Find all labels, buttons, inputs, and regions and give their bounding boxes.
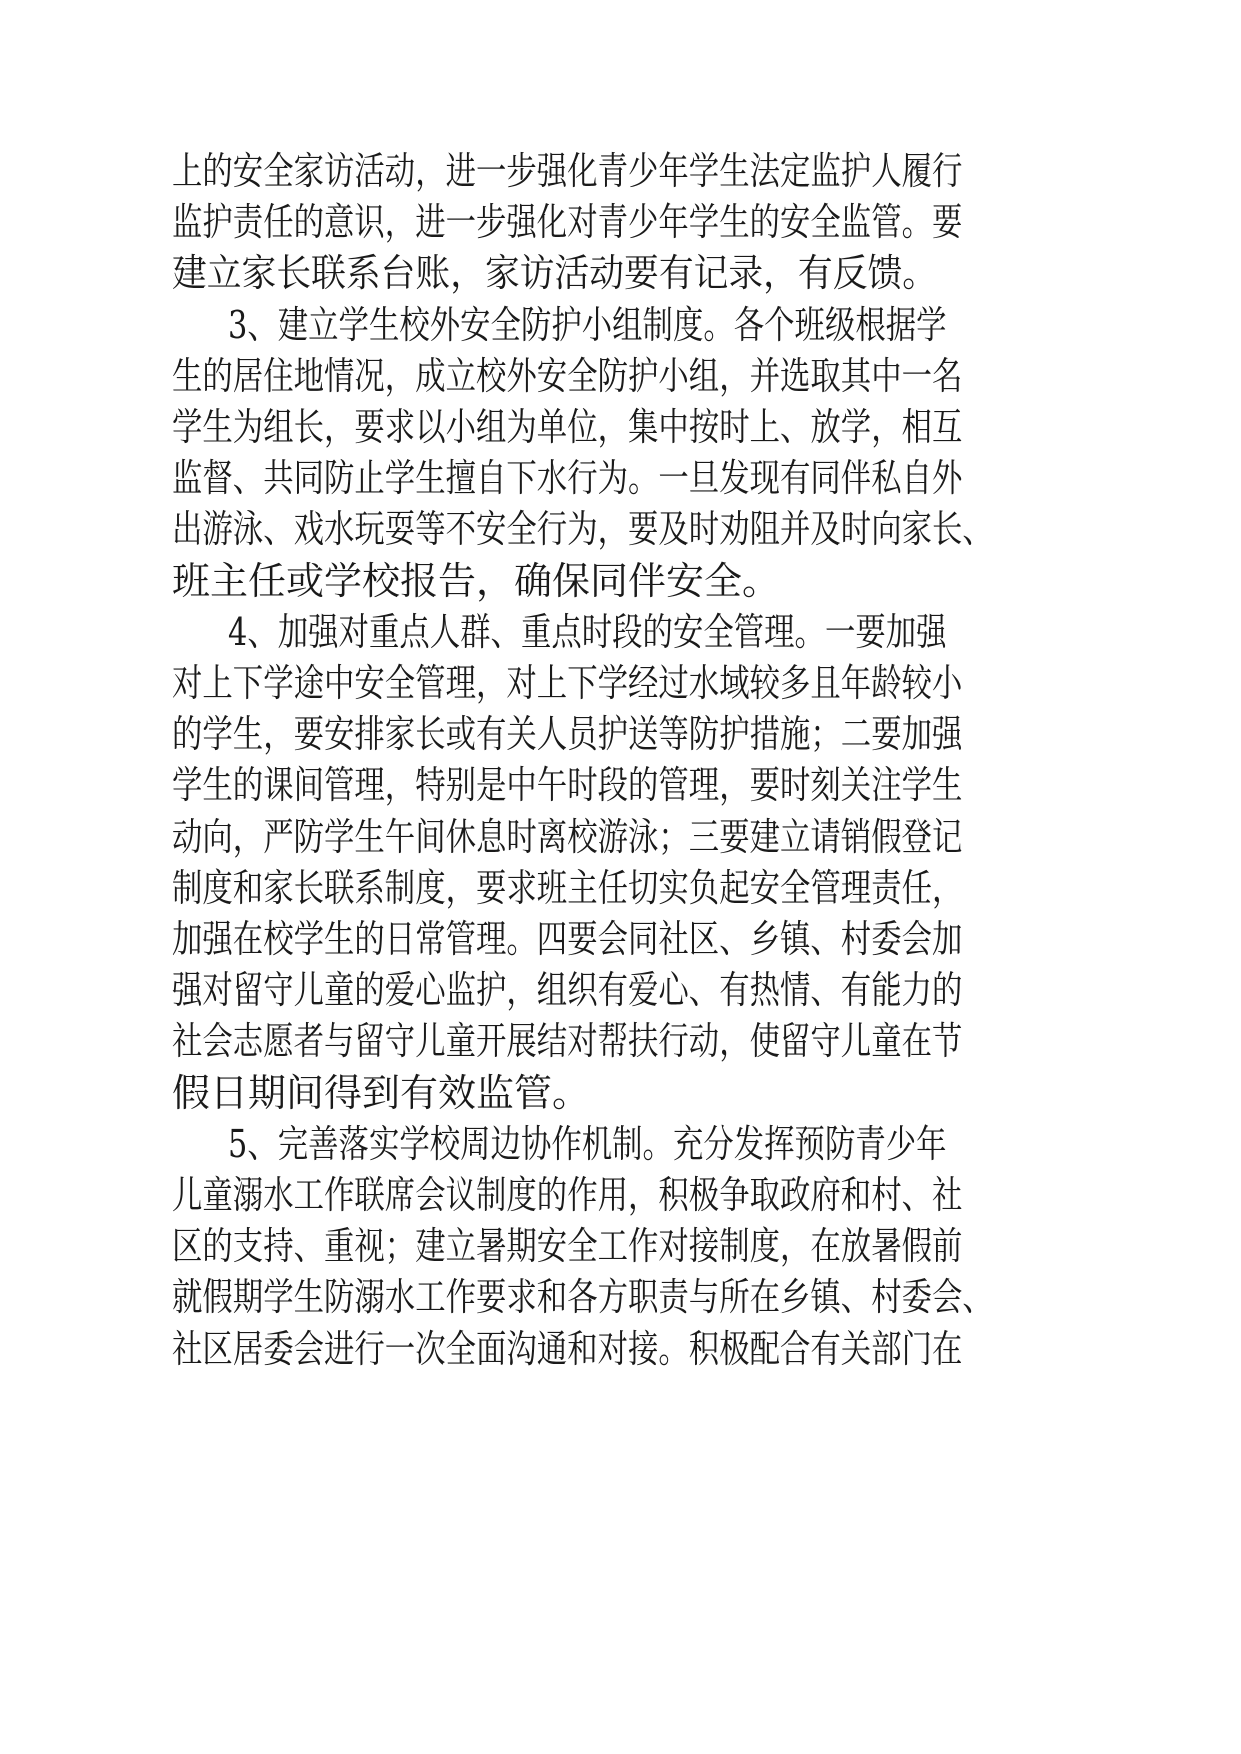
- text-line: 制度和家长联系制度，要求班主任切实负起安全管理责任，: [172, 866, 963, 910]
- text-line: 就假期学生防溺水工作要求和各方职责与所在乡镇、村委会、: [172, 1275, 993, 1319]
- text-line: 生的居住地情况，成立校外安全防护小组，并选取其中一名: [172, 354, 963, 398]
- text-line: 动向，严防学生午间休息时离校游泳；三要建立请销假登记: [172, 815, 963, 859]
- text-line: 监护责任的意识，进一步强化对青少年学生的安全监管。要: [172, 200, 963, 244]
- text-line: 儿童溺水工作联席会议制度的作用，积极争取政府和村、社: [172, 1173, 963, 1217]
- text-line: 上的安全家访活动，进一步强化青少年学生法定监护人履行: [172, 149, 963, 193]
- paragraph-5-first-line: 5、完善落实学校周边协作机制。充分发挥预防青少年: [228, 1122, 947, 1166]
- text-line: 强对留守儿童的爱心监护，组织有爱心、有热情、有能力的: [172, 968, 963, 1012]
- text-line: 加强在校学生的日常管理。四要会同社区、乡镇、村委会加: [172, 917, 963, 961]
- text-line: 的学生，要安排家长或有关人员护送等防护措施；二要加强: [172, 712, 963, 756]
- text-line: 对上下学途中安全管理，对上下学经过水域较多且年龄较小: [172, 661, 963, 705]
- paragraph-4-first-line: 4、加强对重点人群、重点时段的安全管理。一要加强: [228, 610, 947, 654]
- paragraph-3-first-line: 3、建立学生校外安全防护小组制度。各个班级根据学: [228, 303, 947, 347]
- text-line: 学生的课间管理，特别是中午时段的管理，要时刻关注学生: [172, 763, 963, 807]
- text-line: 假日期间得到有效监管。: [172, 1071, 591, 1115]
- text-line: 出游泳、戏水玩耍等不安全行为，要及时劝阻并及时向家长、: [172, 507, 993, 551]
- text-line: 学生为组长，要求以小组为单位，集中按时上、放学，相互: [172, 405, 963, 449]
- text-line: 建立家长联系台账，家访活动要有记录，有反馈。: [172, 251, 938, 295]
- text-line: 社会志愿者与留守儿童开展结对帮扶行动，使留守儿童在节: [172, 1019, 963, 1063]
- text-line: 班主任或学校报告，确保同伴安全。: [172, 559, 781, 603]
- text-line: 监督、共同防止学生擅自下水行为。一旦发现有同伴私自外: [172, 456, 963, 500]
- text-line: 区的支持、重视；建立暑期安全工作对接制度，在放暑假前: [172, 1224, 963, 1268]
- text-line: 社区居委会进行一次全面沟通和对接。积极配合有关部门在: [172, 1327, 963, 1371]
